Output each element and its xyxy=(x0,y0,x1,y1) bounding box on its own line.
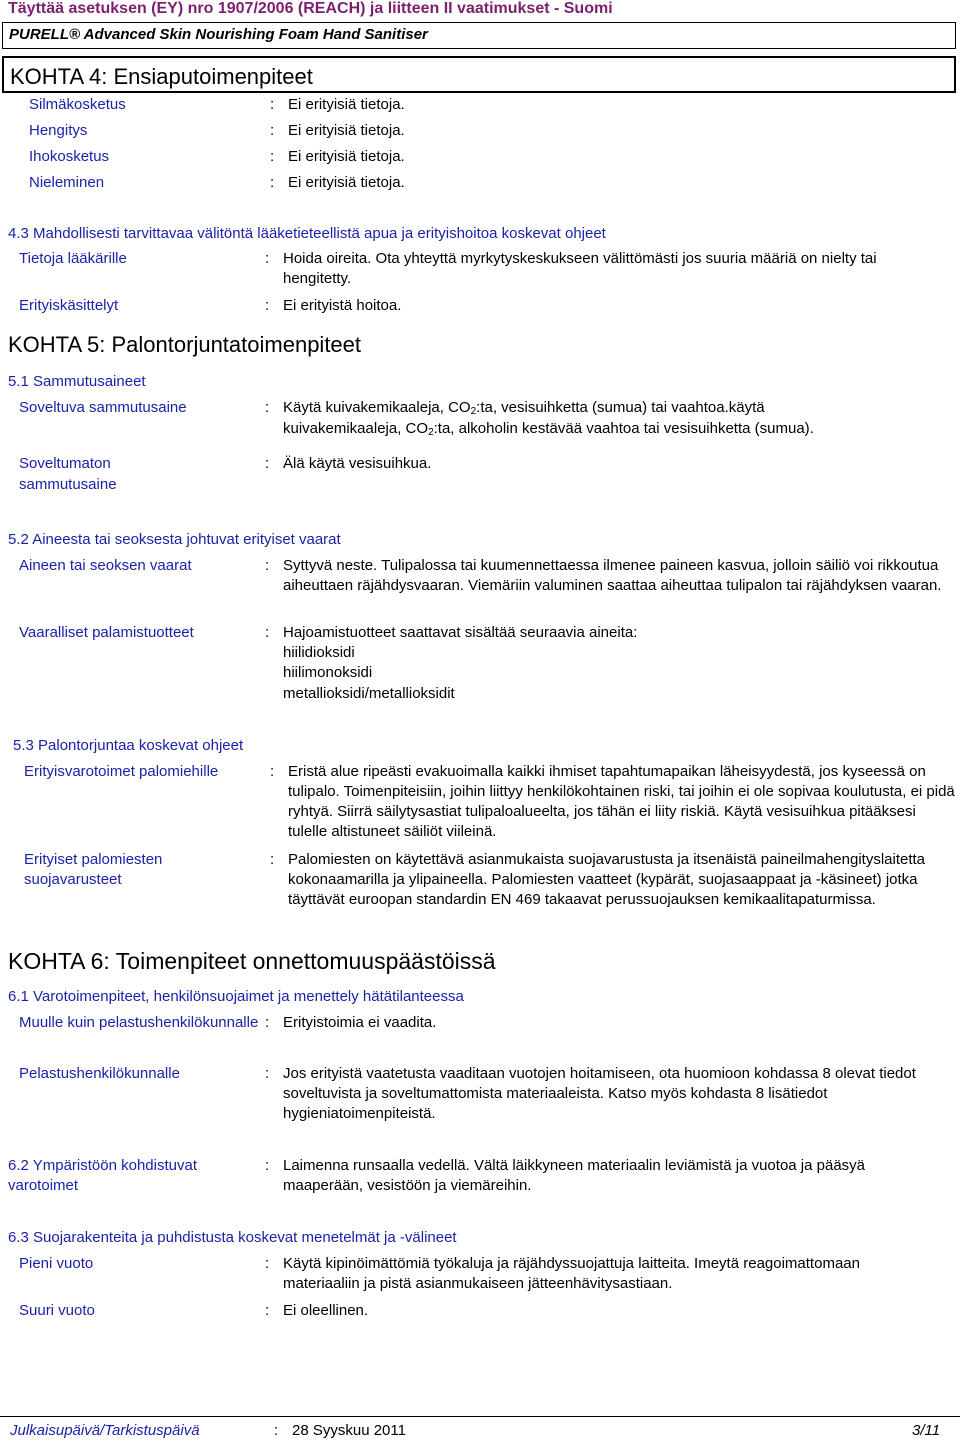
inhalation-label: Hengitys xyxy=(29,122,88,139)
subsection-4-3-heading: 4.3 Mahdollisesti tarvittavaa välitöntä lääketieteellistä apua ja erityishoitoa koskevat ohjeet xyxy=(8,225,606,242)
small-spill-label: Pieni vuoto xyxy=(19,1255,94,1272)
colon: : xyxy=(265,1014,270,1031)
section-5-title: KOHTA 5: Palontorjuntatoimenpiteet xyxy=(8,332,362,357)
colon: : xyxy=(274,1422,279,1439)
colon: : xyxy=(270,763,275,780)
skin-contact-label: Ihokosketus xyxy=(29,148,110,165)
combustion-products-label: Vaaralliset palamistuotteet xyxy=(19,624,194,641)
subsection-5-3-heading: 5.3 Palontorjuntaa koskevat ohjeet xyxy=(13,737,244,754)
colon: : xyxy=(265,455,270,472)
colon: : xyxy=(270,851,275,868)
suitable-extinguishing-line-1: Käytä kuivakemikaaleja, $CO_2:ta$, vesisuihketta (sumua) tai vaahtoa.käytä xyxy=(283,399,765,417)
environmental-precautions-label: 6.2 Ympäristöön kohdistuvat varotoimet xyxy=(8,1157,198,1194)
large-spill-value: Ei oleellinen. xyxy=(283,1302,369,1319)
section-6-title: KOHTA 6: Toimenpiteet onnettomuuspäästöissä xyxy=(8,948,496,974)
colon: : xyxy=(265,1302,270,1319)
firefighter-precautions-label: Erityisvarotoimet palomiehille xyxy=(24,763,219,780)
colon: : xyxy=(265,557,270,574)
product-name-box xyxy=(2,22,956,49)
firefighter-equipment-label: Erityiset palomiesten suojavarusteet xyxy=(24,851,163,888)
product-name: PURELL® Advanced Skin Nourishing Foam Hand Sanitiser xyxy=(9,26,428,43)
suitable-extinguishing-line-2: kuivakemikaaleja, $CO_2:ta$, alkoholin kestävää vaahtoa tai vesisuihketta (sumua). xyxy=(283,420,814,438)
firefighter-precautions-value: Eristä alue ripeästi evakuoimalla kaikki ihmiset tapahtumapaikan läheisyydestä, jos kyseessä on tulipalo. Toimenpiteisiin, joihin liittyy henkilökohtainen riski, tai joihin ei ole sopivaa koulutusta, ei pidä ryhtyä. Siirrä säilytysastiat tulipaloalueelta, jos tähän ei liity riskiä. Käytä vesisuihkua pitääksesi tulelle altistuneet säiliöt viileinä. xyxy=(288,763,955,840)
colon: : xyxy=(270,148,275,165)
combustion-products-line-1: Hajoamistuotteet saattavat sisältää seuraavia aineita: xyxy=(283,624,638,641)
colon: : xyxy=(265,250,270,267)
colon: : xyxy=(265,1255,270,1272)
combustion-products-line-2: hiilidioksidi xyxy=(283,644,355,661)
emergency-responders-label: Pelastushenkilökunnalle xyxy=(19,1065,180,1082)
subsection-5-1-heading: 5.1 Sammutusaineet xyxy=(8,373,146,390)
hazards-value: Syttyvä neste. Tulipalossa tai kuumennettaessa ilmenee paineen kasvua, jolloin säiliö voi rikkoutua aiheuttaen räjähdysvaaran. Viemäriin valuminen saattaa aiheuttaa tulipalon tai räjähdyksen vaaran. xyxy=(283,557,942,594)
colon: : xyxy=(265,624,270,641)
eye-contact-label: Silmäkosketus xyxy=(29,96,126,113)
unsuitable-extinguishing-value: Älä käytä vesisuihkua. xyxy=(283,455,432,472)
environmental-precautions-value: Laimenna runsaalla vedellä. Vältä läikkyneen materiaalin leviämistä ja vuotoa ja pääsyä maaperään, vesistöön ja viemäreihin. xyxy=(283,1157,866,1194)
ingestion-value: Ei erityisiä tietoja. xyxy=(288,174,405,191)
colon: : xyxy=(265,297,270,314)
ingestion-label: Nieleminen xyxy=(29,174,105,191)
colon: : xyxy=(265,1065,270,1082)
suitable-extinguishing-label: Soveltuva sammutusaine xyxy=(19,399,187,416)
unsuitable-extinguishing-label-2: sammutusaine xyxy=(19,476,117,493)
footer-divider xyxy=(0,1416,960,1417)
subsection-5-2-heading: 5.2 Aineesta tai seoksesta johtuvat erityiset vaarat xyxy=(8,531,341,548)
colon: : xyxy=(265,1157,270,1174)
special-treatment-label: Erityiskäsittelyt xyxy=(19,297,119,314)
page-number: 3/11 xyxy=(912,1422,941,1439)
footer-date-label: Julkaisupäivä/Tarkistuspäivä xyxy=(10,1422,200,1439)
combustion-products-line-3: hiilimonoksidi xyxy=(283,664,373,681)
inhalation-value: Ei erityisiä tietoja. xyxy=(288,122,405,139)
section-4-title: KOHTA 4: Ensiaputoimenpiteet xyxy=(10,64,313,89)
section-4-header xyxy=(2,56,956,93)
footer-date-value: 28 Syyskuu 2011 xyxy=(292,1422,406,1439)
colon: : xyxy=(270,122,275,139)
doctor-notes-label: Tietoja lääkärille xyxy=(19,250,127,267)
non-emergency-personnel-value: Erityistoimia ei vaadita. xyxy=(283,1014,437,1031)
colon: : xyxy=(265,399,270,416)
eye-contact-value: Ei erityisiä tietoja. xyxy=(288,96,405,113)
unsuitable-extinguishing-label-1: Soveltumaton xyxy=(19,455,111,472)
small-spill-value: Käytä kipinöimättömiä työkaluja ja räjähdyssuojattuja laitteita. Imeytä reagoimattomaan materiaaliin ja pistä asianmukaiseen jätteenhävitysastiaan. xyxy=(283,1255,860,1292)
colon: : xyxy=(270,174,275,191)
subsection-6-1-heading: 6.1 Varotoimenpiteet, henkilönsuojaimet ja menettely hätätilanteessa xyxy=(8,988,464,1005)
skin-contact-value: Ei erityisiä tietoja. xyxy=(288,148,405,165)
subsection-6-3-heading: 6.3 Suojarakenteita ja puhdistusta koskevat menetelmät ja -välineet xyxy=(8,1229,457,1246)
non-emergency-personnel-label: Muulle kuin pelastushenkilökunnalle xyxy=(19,1014,259,1031)
combustion-products-line-4: metallioksidi/metallioksidit xyxy=(283,685,455,702)
emergency-responders-value: Jos erityistä vaatetusta vaaditaan vuotojen hoitamiseen, ota huomioon kohdassa 8 olevat tiedot soveltuvista ja soveltumattomista materiaaleista. Katso myös kohdasta 8 lisätiedot hygieniatoimenpiteistä. xyxy=(283,1065,916,1122)
large-spill-label: Suuri vuoto xyxy=(19,1302,95,1319)
firefighter-equipment-value: Palomiesten on käytettävä asianmukaista suojavarustusta ja itsenäistä paineilmahengityslaitetta kokonaamarilla ja ylipaineella. Palomiesten vaatteet (kypärät, suojasaappaat ja -käsineet) jotka täyttävät euroopan standardin EN 469 takaavat perussuojauksen kemikaalitapaturmissa. xyxy=(288,851,926,908)
special-treatment-value: Ei erityistä hoitoa. xyxy=(283,297,402,314)
doctor-notes-value: Hoida oireita. Ota yhteyttä myrkytyskeskukseen välittömästi jos suuria määriä on nielty tai hengitetty. xyxy=(283,250,877,287)
colon: : xyxy=(270,96,275,113)
hazards-label: Aineen tai seoksen vaarat xyxy=(19,557,192,574)
document-title: Täyttää asetuksen (EY) nro 1907/2006 (REACH) ja liitteen II vaatimukset - Suomi xyxy=(8,0,613,17)
